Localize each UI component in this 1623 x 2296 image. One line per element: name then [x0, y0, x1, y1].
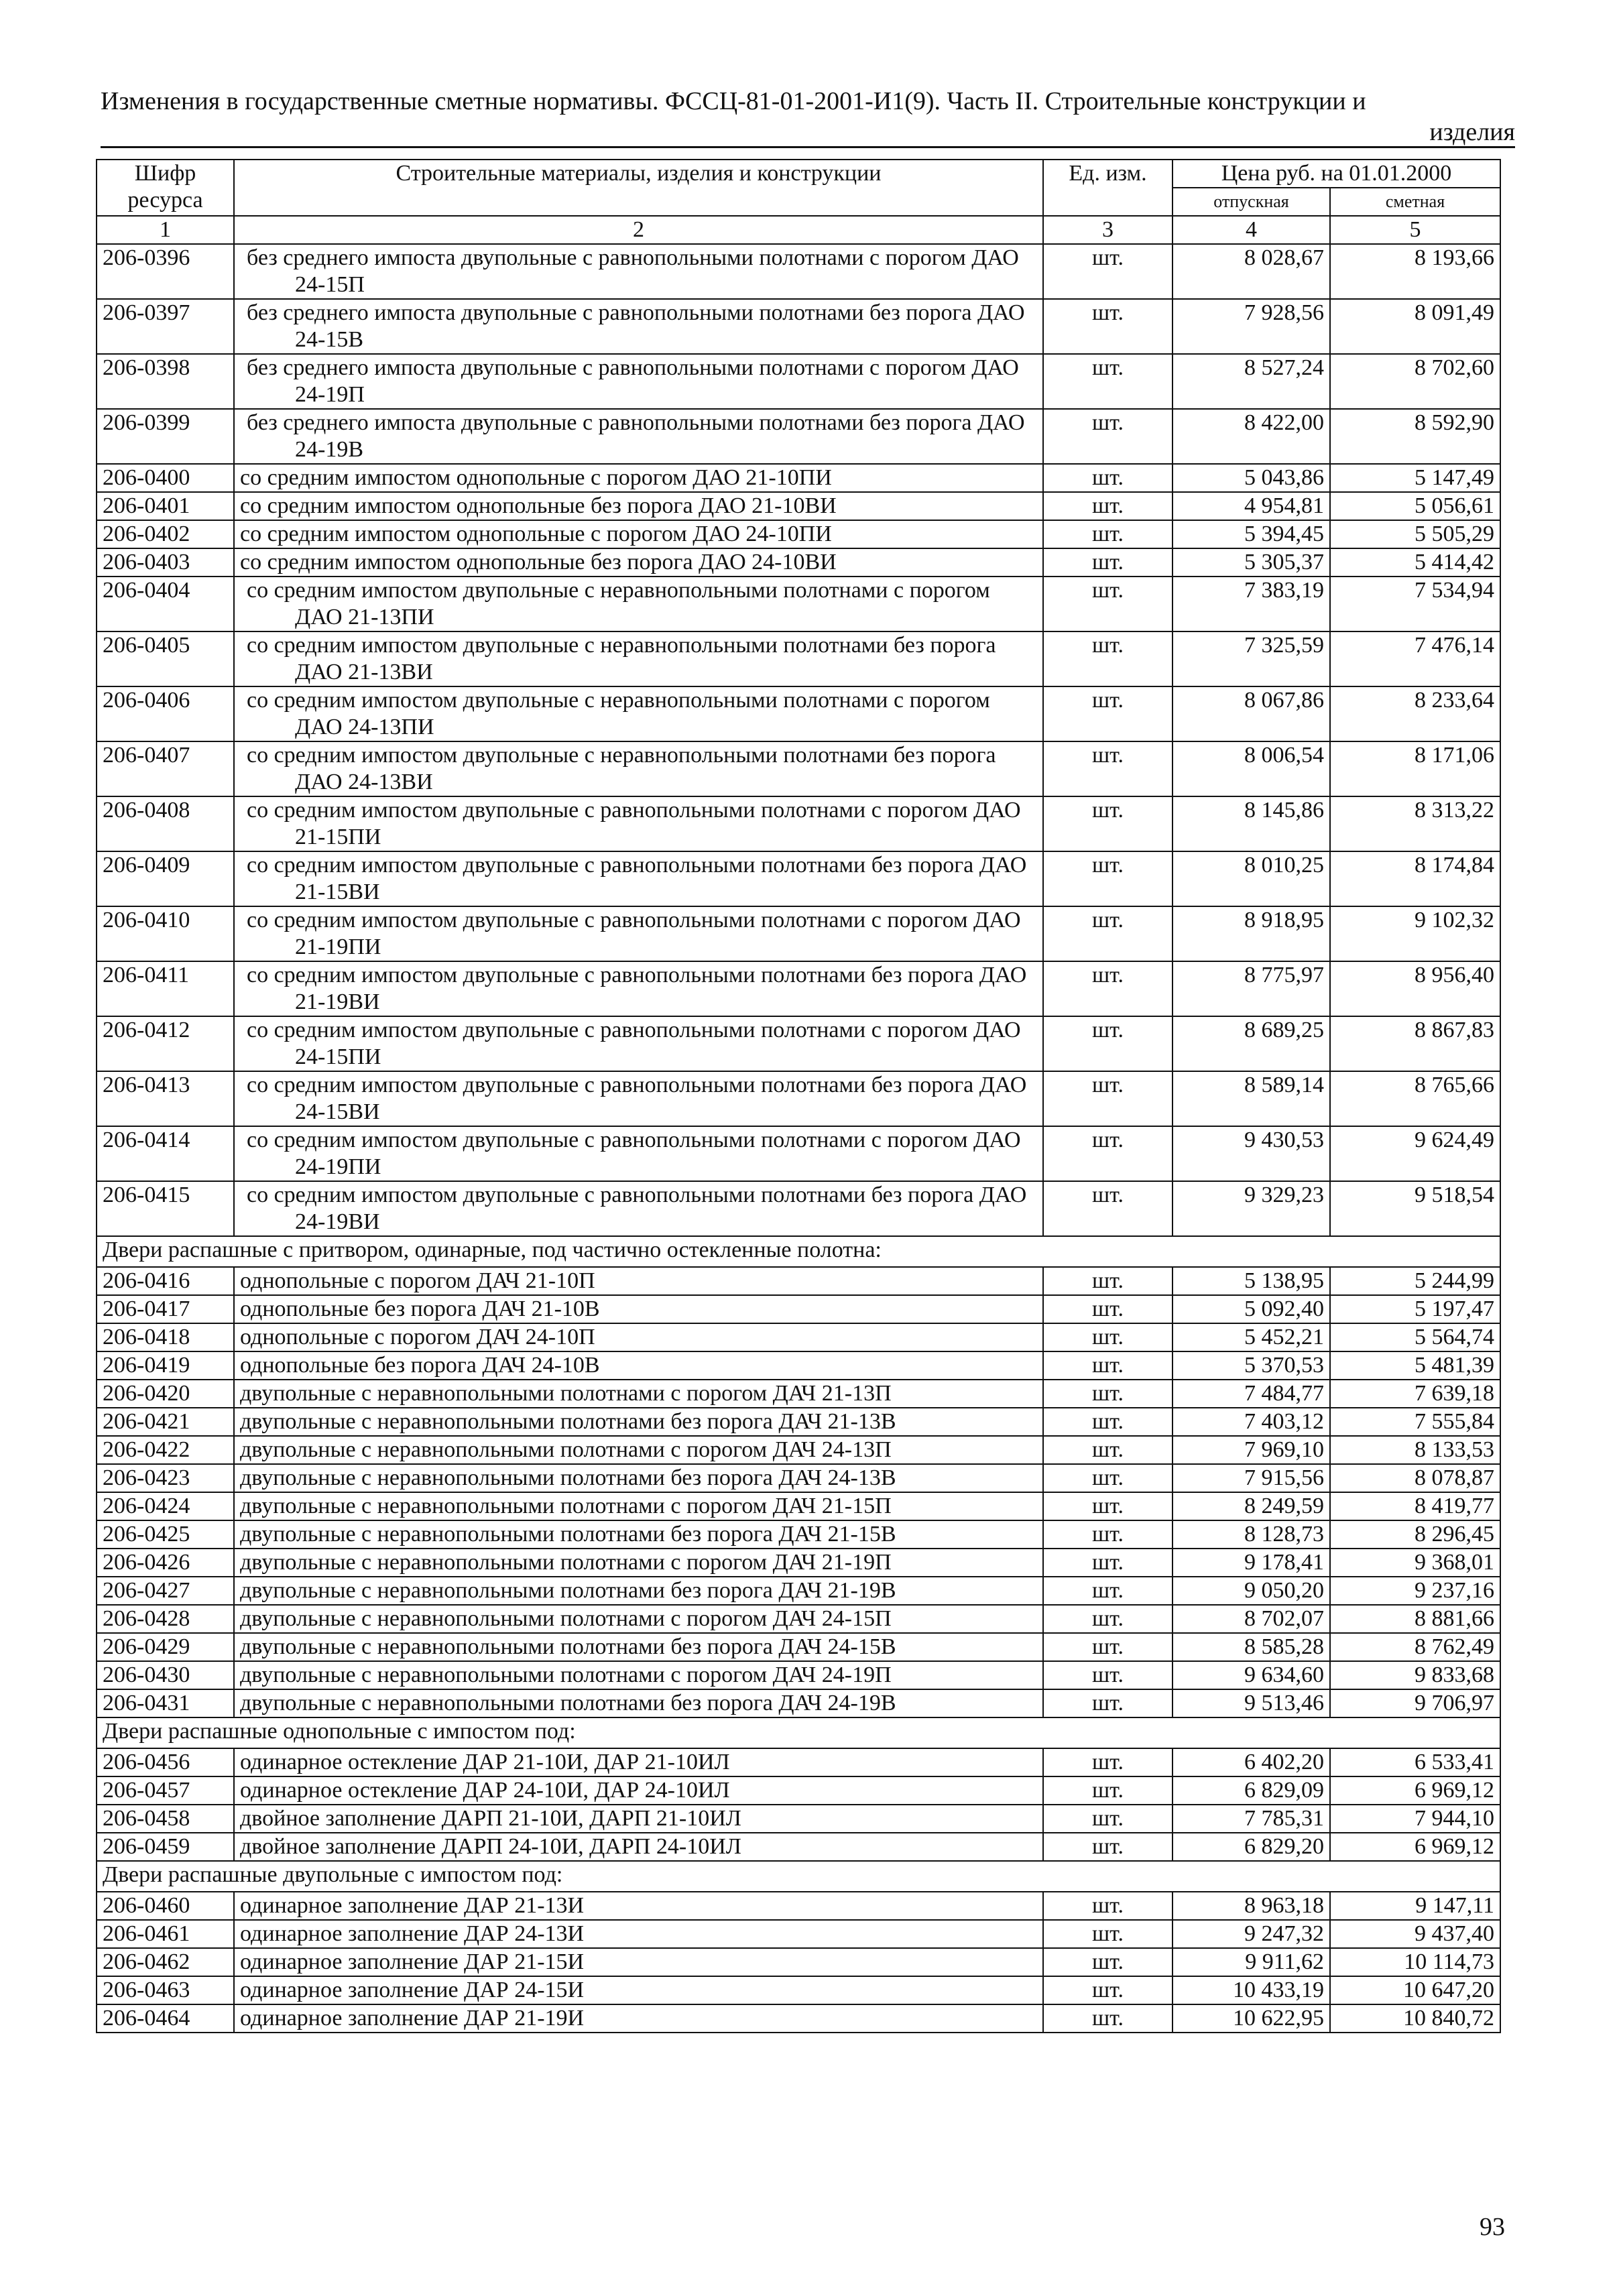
price-estimate: 5 414,42 [1330, 548, 1500, 577]
unit-cell: шт. [1043, 464, 1173, 492]
resource-code: 206-0413 [97, 1071, 234, 1126]
section-row [97, 1861, 1500, 1892]
resource-code: 206-0421 [97, 1408, 234, 1436]
price-release: 10 433,19 [1173, 1976, 1330, 2004]
price-estimate: 9 147,11 [1330, 1892, 1500, 1920]
table-row [97, 1892, 1500, 1920]
unit-cell: шт. [1043, 1920, 1173, 1948]
table-row [97, 1520, 1500, 1549]
table-row [97, 631, 1500, 686]
table-row [97, 1633, 1500, 1661]
unit-cell: шт. [1043, 1520, 1173, 1549]
price-estimate: 8 078,87 [1330, 1464, 1500, 1492]
header-unit: Ед. изм. [1043, 160, 1173, 216]
table-row [97, 741, 1500, 796]
price-estimate: 8 313,22 [1330, 796, 1500, 851]
table-row [97, 1016, 1500, 1071]
unit-cell: шт. [1043, 1380, 1173, 1408]
item-name: одинарное заполнение ДАР 21-19И [234, 2004, 1043, 2033]
table-row [97, 1976, 1500, 2004]
price-estimate: 9 833,68 [1330, 1661, 1500, 1689]
price-release: 7 484,77 [1173, 1380, 1330, 1408]
resource-code: 206-0464 [97, 2004, 234, 2033]
resource-code: 206-0418 [97, 1323, 234, 1351]
item-name: со средним импостом однопольные с порогом ДАО 21-10ПИ [234, 464, 1043, 492]
unit-cell: шт. [1043, 244, 1173, 299]
table-row [97, 1267, 1500, 1295]
price-estimate: 9 437,40 [1330, 1920, 1500, 1948]
item-name: без среднего импоста двупольные с равнопольными полотнами без порога ДАО 24-15В [234, 299, 1043, 354]
price-release: 6 402,20 [1173, 1748, 1330, 1776]
item-name: двупольные с неравнопольными полотнами с порогом ДАЧ 24-13П [234, 1436, 1043, 1464]
price-estimate: 6 969,12 [1330, 1833, 1500, 1861]
price-estimate: 8 171,06 [1330, 741, 1500, 796]
table-row [97, 1661, 1500, 1689]
price-release: 9 178,41 [1173, 1549, 1330, 1577]
table-row [97, 577, 1500, 631]
item-name: одинарное остекление ДАР 24-10И, ДАР 24-10ИЛ [234, 1776, 1043, 1805]
table-row [97, 1126, 1500, 1181]
unit-cell: шт. [1043, 1633, 1173, 1661]
table-row [97, 1605, 1500, 1633]
resource-code: 206-0461 [97, 1920, 234, 1948]
price-release: 8 775,97 [1173, 961, 1330, 1016]
table-row [97, 492, 1500, 520]
unit-cell: шт. [1043, 577, 1173, 631]
resource-code: 206-0458 [97, 1805, 234, 1833]
resource-code: 206-0407 [97, 741, 234, 796]
unit-cell: шт. [1043, 1892, 1173, 1920]
price-release: 4 954,81 [1173, 492, 1330, 520]
resource-code: 206-0415 [97, 1181, 234, 1236]
price-table-body [97, 160, 1500, 2033]
unit-cell: шт. [1043, 299, 1173, 354]
price-release: 8 589,14 [1173, 1071, 1330, 1126]
unit-cell: шт. [1043, 1016, 1173, 1071]
item-name: со средним импостом двупольные с неравнопольными полотнами без порога ДАО 24-13ВИ [234, 741, 1043, 796]
table-row [97, 1833, 1500, 1861]
table-row [97, 1351, 1500, 1380]
price-estimate: 8 233,64 [1330, 686, 1500, 741]
table-row [97, 961, 1500, 1016]
price-release: 9 634,60 [1173, 1661, 1330, 1689]
unit-cell: шт. [1043, 851, 1173, 906]
unit-cell: шт. [1043, 1351, 1173, 1380]
table-row [97, 851, 1500, 906]
item-name: двупольные с неравнопольными полотнами без порога ДАЧ 21-19В [234, 1577, 1043, 1605]
price-estimate: 8 881,66 [1330, 1605, 1500, 1633]
resource-code: 206-0414 [97, 1126, 234, 1181]
price-release: 5 394,45 [1173, 520, 1330, 548]
price-estimate: 9 624,49 [1330, 1126, 1500, 1181]
item-name: со средним импостом двупольные с неравнопольными полотнами без порога ДАО 21-13ВИ [234, 631, 1043, 686]
item-name: двупольные с неравнопольными полотнами с порогом ДАЧ 24-19П [234, 1661, 1043, 1689]
price-estimate: 5 056,61 [1330, 492, 1500, 520]
section-title: Двери распашные однопольные с импостом под: [97, 1717, 1500, 1748]
price-release: 5 305,37 [1173, 548, 1330, 577]
unit-cell: шт. [1043, 1126, 1173, 1181]
item-name: со средним импостом двупольные с равнопольными полотнами без порога ДАО 21-19ВИ [234, 961, 1043, 1016]
resource-code: 206-0422 [97, 1436, 234, 1464]
price-release: 7 383,19 [1173, 577, 1330, 631]
table-row [97, 906, 1500, 961]
price-estimate: 5 481,39 [1330, 1351, 1500, 1380]
item-name: двупольные с неравнопольными полотнами с порогом ДАЧ 24-15П [234, 1605, 1043, 1633]
item-name: со средним импостом двупольные с неравнопольными полотнами с порогом ДАО 24-13ПИ [234, 686, 1043, 741]
table-row [97, 1380, 1500, 1408]
price-estimate: 8 867,83 [1330, 1016, 1500, 1071]
price-estimate: 5 147,49 [1330, 464, 1500, 492]
table-row [97, 2004, 1500, 2033]
price-estimate: 8 956,40 [1330, 961, 1500, 1016]
table-row [97, 464, 1500, 492]
item-name: одинарное остекление ДАР 21-10И, ДАР 21-10ИЛ [234, 1748, 1043, 1776]
section-row [97, 1236, 1500, 1267]
item-name: со средним импостом двупольные с равнопольными полотнами без порога ДАО 24-19ВИ [234, 1181, 1043, 1236]
resource-code: 206-0429 [97, 1633, 234, 1661]
unit-cell: шт. [1043, 1805, 1173, 1833]
item-name: со средним импостом двупольные с равнопольными полотнами без порога ДАО 21-15ВИ [234, 851, 1043, 906]
unit-cell: шт. [1043, 1549, 1173, 1577]
price-estimate: 10 647,20 [1330, 1976, 1500, 2004]
price-release: 6 829,09 [1173, 1776, 1330, 1805]
resource-code: 206-0408 [97, 796, 234, 851]
price-release: 9 050,20 [1173, 1577, 1330, 1605]
unit-cell: шт. [1043, 741, 1173, 796]
resource-code: 206-0398 [97, 354, 234, 409]
section-row [97, 1717, 1500, 1748]
unit-cell: шт. [1043, 1492, 1173, 1520]
item-name: со средним импостом двупольные с равнопольными полотнами с порогом ДАО 24-19ПИ [234, 1126, 1043, 1181]
price-estimate: 5 244,99 [1330, 1267, 1500, 1295]
section-title: Двери распашные с притвором, одинарные, под частично остекленные полотна: [97, 1236, 1500, 1267]
price-release: 6 829,20 [1173, 1833, 1330, 1861]
item-name: одинарное заполнение ДАР 24-15И [234, 1976, 1043, 2004]
item-name: двупольные с неравнопольными полотнами без порога ДАЧ 24-13В [234, 1464, 1043, 1492]
price-release: 8 689,25 [1173, 1016, 1330, 1071]
price-release: 7 403,12 [1173, 1408, 1330, 1436]
table-row [97, 1805, 1500, 1833]
price-release: 9 430,53 [1173, 1126, 1330, 1181]
table-row [97, 1323, 1500, 1351]
resource-code: 206-0460 [97, 1892, 234, 1920]
resource-code: 206-0423 [97, 1464, 234, 1492]
price-estimate: 7 534,94 [1330, 577, 1500, 631]
table-row [97, 1748, 1500, 1776]
price-estimate: 6 969,12 [1330, 1776, 1500, 1805]
item-name: со средним импостом двупольные с неравнопольными полотнами с порогом ДАО 21-13ПИ [234, 577, 1043, 631]
item-name: двупольные с неравнопольными полотнами без порога ДАЧ 21-13В [234, 1408, 1043, 1436]
resource-code: 206-0426 [97, 1549, 234, 1577]
unit-cell: шт. [1043, 548, 1173, 577]
item-name: со средним импостом однопольные без порога ДАО 21-10ВИ [234, 492, 1043, 520]
unit-cell: шт. [1043, 961, 1173, 1016]
table-row [97, 299, 1500, 354]
column-number: 5 [1330, 216, 1500, 244]
unit-cell: шт. [1043, 1661, 1173, 1689]
table-row [97, 1776, 1500, 1805]
resource-code: 206-0425 [97, 1520, 234, 1549]
table-row [97, 1492, 1500, 1520]
item-name: со средним импостом однопольные с порогом ДАО 24-10ПИ [234, 520, 1043, 548]
resource-code: 206-0457 [97, 1776, 234, 1805]
price-estimate: 9 237,16 [1330, 1577, 1500, 1605]
table-row [97, 1408, 1500, 1436]
item-name: без среднего импоста двупольные с равнопольными полотнами с порогом ДАО 24-15П [234, 244, 1043, 299]
column-number: 1 [97, 216, 234, 244]
item-name: двупольные с неравнопольными полотнами без порога ДАЧ 24-15В [234, 1633, 1043, 1661]
item-name: двойное заполнение ДАРП 24-10И, ДАРП 24-10ИЛ [234, 1833, 1043, 1861]
item-name: со средним импостом двупольные с равнопольными полотнами с порогом ДАО 21-19ПИ [234, 906, 1043, 961]
resource-code: 206-0463 [97, 1976, 234, 2004]
price-estimate: 9 518,54 [1330, 1181, 1500, 1236]
table-row [97, 1689, 1500, 1717]
unit-cell: шт. [1043, 631, 1173, 686]
unit-cell: шт. [1043, 1295, 1173, 1323]
price-estimate: 10 840,72 [1330, 2004, 1500, 2033]
price-release: 8 145,86 [1173, 796, 1330, 851]
resource-code: 206-0419 [97, 1351, 234, 1380]
price-release: 8 963,18 [1173, 1892, 1330, 1920]
page-header [101, 86, 1515, 147]
price-release: 8 010,25 [1173, 851, 1330, 906]
resource-code: 206-0399 [97, 409, 234, 464]
price-release: 8 028,67 [1173, 244, 1330, 299]
resource-code: 206-0424 [97, 1492, 234, 1520]
resource-code: 206-0409 [97, 851, 234, 906]
page-number: 93 [1480, 2213, 1505, 2241]
price-estimate: 8 296,45 [1330, 1520, 1500, 1549]
price-estimate: 7 944,10 [1330, 1805, 1500, 1833]
price-estimate: 8 592,90 [1330, 409, 1500, 464]
price-release: 9 911,62 [1173, 1948, 1330, 1976]
price-estimate: 8 133,53 [1330, 1436, 1500, 1464]
resource-code: 206-0412 [97, 1016, 234, 1071]
table-row [97, 1071, 1500, 1126]
table-header-row [97, 160, 1500, 188]
header-rule [101, 146, 1515, 148]
price-estimate: 8 762,49 [1330, 1633, 1500, 1661]
header-title-continuation: изделия [1429, 118, 1515, 146]
unit-cell: шт. [1043, 1748, 1173, 1776]
price-estimate: 9 368,01 [1330, 1549, 1500, 1577]
column-number: 3 [1043, 216, 1173, 244]
unit-cell: шт. [1043, 1605, 1173, 1633]
item-name: со средним импостом двупольные с равнопольными полотнами без порога ДАО 24-15ВИ [234, 1071, 1043, 1126]
item-name: со средним импостом двупольные с равнопольными полотнами с порогом ДАО 24-15ПИ [234, 1016, 1043, 1071]
price-release: 8 702,07 [1173, 1605, 1330, 1633]
item-name: двупольные с неравнопольными полотнами с порогом ДАЧ 21-13П [234, 1380, 1043, 1408]
header-price: Цена руб. на 01.01.2000 [1173, 160, 1500, 188]
price-table [96, 159, 1501, 2033]
table-row [97, 1577, 1500, 1605]
resource-code: 206-0462 [97, 1948, 234, 1976]
price-release: 8 585,28 [1173, 1633, 1330, 1661]
unit-cell: шт. [1043, 796, 1173, 851]
unit-cell: шт. [1043, 520, 1173, 548]
price-release: 5 092,40 [1173, 1295, 1330, 1323]
item-name: без среднего импоста двупольные с равнопольными полотнами без порога ДАО 24-19В [234, 409, 1043, 464]
item-name: однопольные с порогом ДАЧ 21-10П [234, 1267, 1043, 1295]
price-estimate: 6 533,41 [1330, 1748, 1500, 1776]
resource-code: 206-0405 [97, 631, 234, 686]
price-estimate: 5 505,29 [1330, 520, 1500, 548]
section-title: Двери распашные двупольные с импостом под: [97, 1861, 1500, 1892]
unit-cell: шт. [1043, 1464, 1173, 1492]
price-estimate: 8 702,60 [1330, 354, 1500, 409]
price-release: 8 006,54 [1173, 741, 1330, 796]
resource-code: 206-0400 [97, 464, 234, 492]
resource-code: 206-0411 [97, 961, 234, 1016]
resource-code: 206-0397 [97, 299, 234, 354]
price-release: 9 329,23 [1173, 1181, 1330, 1236]
table-row [97, 1181, 1500, 1236]
unit-cell: шт. [1043, 1408, 1173, 1436]
price-release: 7 785,31 [1173, 1805, 1330, 1833]
resource-code: 206-0459 [97, 1833, 234, 1861]
unit-cell: шт. [1043, 1948, 1173, 1976]
resource-code: 206-0431 [97, 1689, 234, 1717]
table-row [97, 548, 1500, 577]
price-estimate: 9 102,32 [1330, 906, 1500, 961]
unit-cell: шт. [1043, 1776, 1173, 1805]
table-row [97, 354, 1500, 409]
item-name: одинарное заполнение ДАР 21-13И [234, 1892, 1043, 1920]
item-name: двупольные с неравнопольными полотнами с порогом ДАЧ 21-15П [234, 1492, 1043, 1520]
price-release: 9 247,32 [1173, 1920, 1330, 1948]
unit-cell: шт. [1043, 686, 1173, 741]
header-code: Шифр ресурса [97, 160, 234, 216]
column-number: 4 [1173, 216, 1330, 244]
item-name: одинарное заполнение ДАР 24-13И [234, 1920, 1043, 1948]
price-release: 8 128,73 [1173, 1520, 1330, 1549]
price-estimate: 9 706,97 [1330, 1689, 1500, 1717]
price-release: 7 928,56 [1173, 299, 1330, 354]
resource-code: 206-0396 [97, 244, 234, 299]
table-row [97, 244, 1500, 299]
header-name: Строительные материалы, изделия и конструкции [234, 160, 1043, 216]
price-release: 5 043,86 [1173, 464, 1330, 492]
price-estimate: 8 091,49 [1330, 299, 1500, 354]
header-title: Изменения в государственные сметные нормативы. ФССЦ-81-01-2001-И1(9). Часть II. Строительные конструкции и [101, 87, 1366, 115]
resource-code: 206-0428 [97, 1605, 234, 1633]
price-estimate: 10 114,73 [1330, 1948, 1500, 1976]
resource-code: 206-0402 [97, 520, 234, 548]
item-name: двупольные с неравнопольными полотнами без порога ДАЧ 24-19В [234, 1689, 1043, 1717]
resource-code: 206-0416 [97, 1267, 234, 1295]
table-row [97, 409, 1500, 464]
price-release: 8 527,24 [1173, 354, 1330, 409]
item-name: одинарное заполнение ДАР 21-15И [234, 1948, 1043, 1976]
unit-cell: шт. [1043, 409, 1173, 464]
unit-cell: шт. [1043, 1976, 1173, 2004]
resource-code: 206-0403 [97, 548, 234, 577]
item-name: со средним импостом двупольные с равнопольными полотнами с порогом ДАО 21-15ПИ [234, 796, 1043, 851]
item-name: со средним импостом однопольные без порога ДАО 24-10ВИ [234, 548, 1043, 577]
price-estimate: 5 197,47 [1330, 1295, 1500, 1323]
unit-cell: шт. [1043, 906, 1173, 961]
price-estimate: 8 174,84 [1330, 851, 1500, 906]
price-estimate: 7 476,14 [1330, 631, 1500, 686]
table-row [97, 520, 1500, 548]
price-estimate: 8 419,77 [1330, 1492, 1500, 1520]
price-estimate: 7 639,18 [1330, 1380, 1500, 1408]
unit-cell: шт. [1043, 1577, 1173, 1605]
price-release: 7 325,59 [1173, 631, 1330, 686]
unit-cell: шт. [1043, 1436, 1173, 1464]
item-name: однопольные без порога ДАЧ 24-10В [234, 1351, 1043, 1380]
table-row [97, 1464, 1500, 1492]
unit-cell: шт. [1043, 2004, 1173, 2033]
item-name: без среднего импоста двупольные с равнопольными полотнами с порогом ДАО 24-19П [234, 354, 1043, 409]
item-name: двойное заполнение ДАРП 21-10И, ДАРП 21-10ИЛ [234, 1805, 1043, 1833]
unit-cell: шт. [1043, 354, 1173, 409]
price-estimate: 7 555,84 [1330, 1408, 1500, 1436]
resource-code: 206-0401 [97, 492, 234, 520]
price-estimate: 8 193,66 [1330, 244, 1500, 299]
price-estimate: 5 564,74 [1330, 1323, 1500, 1351]
price-release: 7 915,56 [1173, 1464, 1330, 1492]
resource-code: 206-0420 [97, 1380, 234, 1408]
price-release: 8 422,00 [1173, 409, 1330, 464]
resource-code: 206-0406 [97, 686, 234, 741]
price-release: 8 249,59 [1173, 1492, 1330, 1520]
price-release: 10 622,95 [1173, 2004, 1330, 2033]
price-release: 7 969,10 [1173, 1436, 1330, 1464]
table-row [97, 1948, 1500, 1976]
unit-cell: шт. [1043, 1181, 1173, 1236]
price-release: 5 452,21 [1173, 1323, 1330, 1351]
item-name: однопольные без порога ДАЧ 21-10В [234, 1295, 1043, 1323]
header-price-release: отпускная [1173, 188, 1330, 216]
table-row [97, 796, 1500, 851]
price-release: 5 138,95 [1173, 1267, 1330, 1295]
table-row [97, 1436, 1500, 1464]
table-row [97, 1549, 1500, 1577]
resource-code: 206-0456 [97, 1748, 234, 1776]
unit-cell: шт. [1043, 1833, 1173, 1861]
column-number: 2 [234, 216, 1043, 244]
resource-code: 206-0427 [97, 1577, 234, 1605]
item-name: двупольные с неравнопольными полотнами с порогом ДАЧ 21-19П [234, 1549, 1043, 1577]
table-row [97, 1295, 1500, 1323]
price-estimate: 8 765,66 [1330, 1071, 1500, 1126]
table-row [97, 686, 1500, 741]
unit-cell: шт. [1043, 1689, 1173, 1717]
price-release: 5 370,53 [1173, 1351, 1330, 1380]
column-number-row [97, 216, 1500, 244]
header-price-estimate: сметная [1330, 188, 1500, 216]
unit-cell: шт. [1043, 1323, 1173, 1351]
unit-cell: шт. [1043, 1071, 1173, 1126]
unit-cell: шт. [1043, 492, 1173, 520]
resource-code: 206-0410 [97, 906, 234, 961]
item-name: двупольные с неравнопольными полотнами без порога ДАЧ 21-15В [234, 1520, 1043, 1549]
resource-code: 206-0404 [97, 577, 234, 631]
price-release: 9 513,46 [1173, 1689, 1330, 1717]
resource-code: 206-0430 [97, 1661, 234, 1689]
table-row [97, 1920, 1500, 1948]
resource-code: 206-0417 [97, 1295, 234, 1323]
item-name: однопольные с порогом ДАЧ 24-10П [234, 1323, 1043, 1351]
price-release: 8 067,86 [1173, 686, 1330, 741]
price-release: 8 918,95 [1173, 906, 1330, 961]
unit-cell: шт. [1043, 1267, 1173, 1295]
